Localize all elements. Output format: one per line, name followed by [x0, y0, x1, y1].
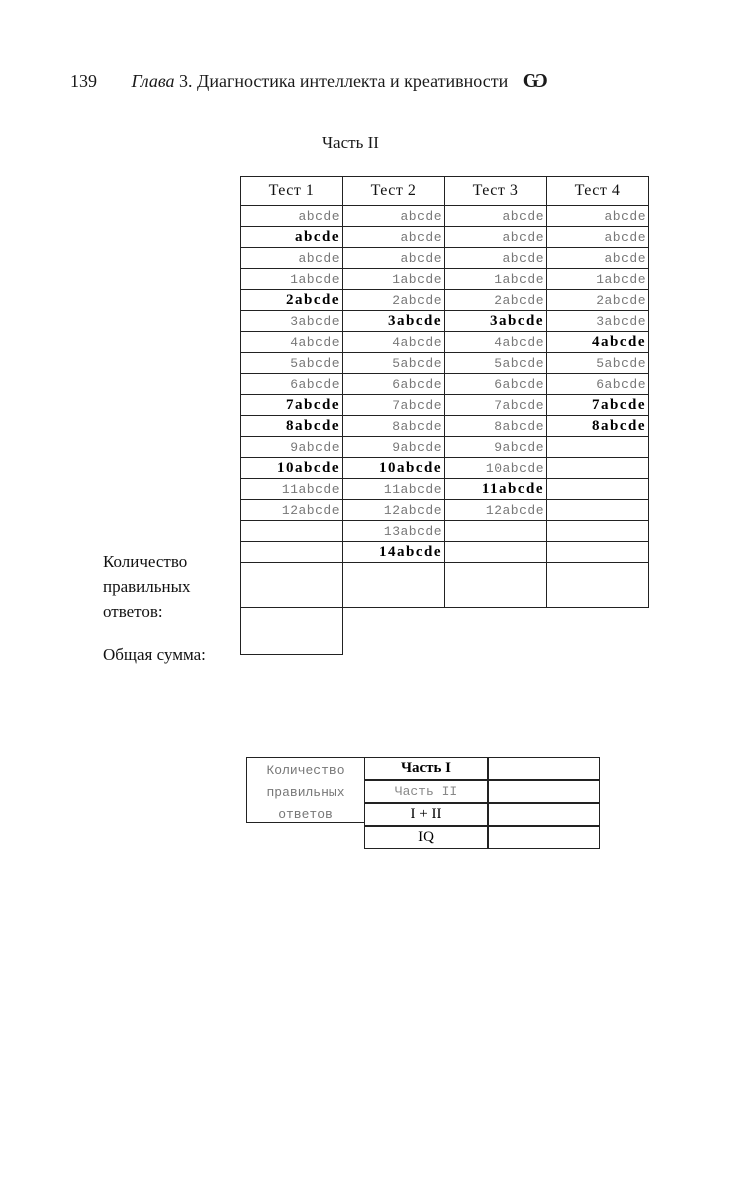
summary-iq-value[interactable]: [488, 826, 600, 849]
answer-cell[interactable]: abcde: [547, 227, 649, 248]
answer-cell: [445, 521, 547, 542]
summary-label-line: правильных: [266, 785, 345, 800]
answer-table: [240, 176, 649, 655]
chapter-title: 3. Диагностика интеллекта и креативности: [174, 71, 509, 91]
total-blank: [343, 608, 649, 655]
summary-label-line: ответов: [278, 807, 333, 822]
table-row: [241, 227, 649, 248]
answer-cell[interactable]: 2abcde: [547, 290, 649, 311]
table-row: [241, 332, 649, 353]
answer-cell[interactable]: abcde: [445, 248, 547, 269]
answer-cell: [547, 500, 649, 521]
answer-cell[interactable]: 11abcde: [241, 479, 343, 500]
answer-cell[interactable]: 6abcde: [445, 374, 547, 395]
answer-cell[interactable]: abcde: [445, 227, 547, 248]
answer-cell[interactable]: 3abcde: [241, 311, 343, 332]
answer-cell[interactable]: 5abcde: [445, 353, 547, 374]
answer-cell[interactable]: 2abcde: [445, 290, 547, 311]
count-cell[interactable]: [445, 563, 547, 608]
answer-cell[interactable]: 3abcde: [343, 311, 445, 332]
answer-cell[interactable]: 10abcde: [445, 458, 547, 479]
summary-label-line: Количество: [266, 763, 345, 778]
total-cell[interactable]: [241, 608, 343, 655]
answer-cell[interactable]: abcde: [343, 206, 445, 227]
column-header: Тест 1: [241, 177, 343, 206]
chapter-word: Глава: [131, 71, 175, 91]
answer-cell[interactable]: 9abcde: [343, 437, 445, 458]
answer-cell[interactable]: 8abcde: [343, 416, 445, 437]
summary-iq-label: IQ: [364, 826, 488, 849]
table-row: [241, 437, 649, 458]
count-row: [241, 563, 649, 608]
table-row: [241, 206, 649, 227]
count-cell[interactable]: [241, 563, 343, 608]
answer-cell[interactable]: 8abcde: [445, 416, 547, 437]
answer-cell[interactable]: 6abcde: [241, 374, 343, 395]
table-row: [241, 542, 649, 563]
answer-cell[interactable]: 14abcde: [343, 542, 445, 563]
answer-cell[interactable]: 1abcde: [445, 269, 547, 290]
answer-cell[interactable]: 5abcde: [241, 353, 343, 374]
table-row: [241, 416, 649, 437]
part-title: Часть II: [322, 133, 379, 152]
answer-cell: [547, 437, 649, 458]
answer-cell: [547, 479, 649, 500]
table-row: [241, 521, 649, 542]
answer-cell[interactable]: 4abcde: [343, 332, 445, 353]
answer-cell[interactable]: 10abcde: [241, 458, 343, 479]
answer-cell[interactable]: 12abcde: [343, 500, 445, 521]
answer-cell[interactable]: 7abcde: [445, 395, 547, 416]
total-label: Общая сумма:: [103, 645, 206, 664]
answer-cell: [241, 521, 343, 542]
answer-cell[interactable]: abcde: [241, 227, 343, 248]
summary-sum-value[interactable]: [488, 803, 600, 826]
answer-cell[interactable]: abcde: [547, 206, 649, 227]
answer-cell[interactable]: 4abcde: [547, 332, 649, 353]
answer-cell[interactable]: 13abcde: [343, 521, 445, 542]
table-row: [241, 374, 649, 395]
answer-cell[interactable]: 10abcde: [343, 458, 445, 479]
answer-cell[interactable]: 7abcde: [241, 395, 343, 416]
answer-cell[interactable]: 12abcde: [445, 500, 547, 521]
table-row: [241, 458, 649, 479]
table-row: [241, 395, 649, 416]
answer-table-body: [241, 206, 649, 655]
answer-cell[interactable]: 1abcde: [241, 269, 343, 290]
column-header: Тест 4: [547, 177, 649, 206]
count-label-line: Количество: [103, 552, 188, 571]
count-label-line: ответов:: [103, 602, 163, 621]
table-row: [241, 353, 649, 374]
summary-part2-label: Часть II: [364, 780, 488, 803]
answer-cell[interactable]: 2abcde: [343, 290, 445, 311]
column-header: Тест 3: [445, 177, 547, 206]
answer-cell[interactable]: abcde: [343, 227, 445, 248]
answer-cell[interactable]: abcde: [241, 206, 343, 227]
page-header: [70, 70, 548, 93]
answer-cell[interactable]: 5abcde: [343, 353, 445, 374]
answer-cell[interactable]: abcde: [445, 206, 547, 227]
answer-cell[interactable]: 8abcde: [241, 416, 343, 437]
table-row: [241, 311, 649, 332]
answer-cell[interactable]: 6abcde: [547, 374, 649, 395]
answer-cell[interactable]: 12abcde: [241, 500, 343, 521]
answer-cell[interactable]: 9abcde: [445, 437, 547, 458]
answer-cell[interactable]: 6abcde: [343, 374, 445, 395]
table-row: [241, 500, 649, 521]
column-header: Тест 2: [343, 177, 445, 206]
total-row: [241, 608, 649, 655]
answer-cell[interactable]: 11abcde: [343, 479, 445, 500]
count-label-line: правильных: [103, 577, 191, 596]
summary-part1-label: Часть I: [364, 757, 488, 780]
answer-cell: [547, 521, 649, 542]
publisher-logo-icon: Ѡ: [522, 70, 548, 92]
answer-cell: [547, 458, 649, 479]
summary-sum-label: I + II: [364, 803, 488, 826]
summary-left-label: [246, 757, 364, 823]
answer-cell[interactable]: 3abcde: [547, 311, 649, 332]
answer-cell[interactable]: abcde: [241, 248, 343, 269]
answer-cell[interactable]: 7abcde: [547, 395, 649, 416]
answer-cell[interactable]: abcde: [547, 248, 649, 269]
table-row: [241, 248, 649, 269]
count-cell[interactable]: [343, 563, 445, 608]
summary-part2-value[interactable]: [488, 780, 600, 803]
answer-cell: [241, 542, 343, 563]
answer-cell[interactable]: 9abcde: [241, 437, 343, 458]
answer-cell[interactable]: 1abcde: [547, 269, 649, 290]
answer-cell: [445, 542, 547, 563]
answer-cell[interactable]: 2abcde: [241, 290, 343, 311]
table-row: [241, 269, 649, 290]
answer-cell[interactable]: 8abcde: [547, 416, 649, 437]
answer-cell[interactable]: 4abcde: [445, 332, 547, 353]
table-header-row: [241, 177, 649, 206]
answer-cell[interactable]: abcde: [343, 248, 445, 269]
answer-cell[interactable]: 11abcde: [445, 479, 547, 500]
answer-cell: [547, 542, 649, 563]
count-label: [103, 549, 191, 624]
answer-cell[interactable]: 5abcde: [547, 353, 649, 374]
answer-cell[interactable]: 4abcde: [241, 332, 343, 353]
table-row: [241, 479, 649, 500]
count-cell[interactable]: [547, 563, 649, 608]
answer-cell[interactable]: 7abcde: [343, 395, 445, 416]
summary-part1-value[interactable]: [488, 757, 600, 780]
table-row: [241, 290, 649, 311]
answer-cell[interactable]: 3abcde: [445, 311, 547, 332]
page-number: 139: [70, 71, 97, 91]
answer-cell[interactable]: 1abcde: [343, 269, 445, 290]
